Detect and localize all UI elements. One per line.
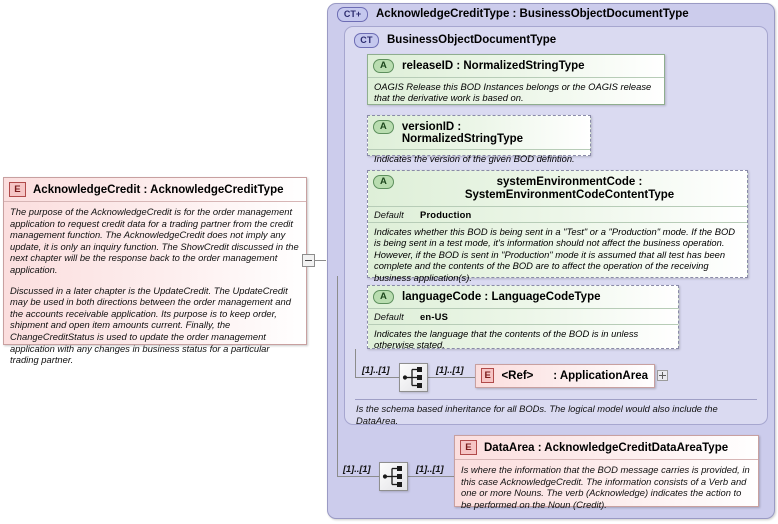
attribute-languagecode-documentation: Indicates the language that the contents of the BOD is in unless otherwise stated. [374, 328, 639, 351]
default-value: Production [420, 209, 472, 220]
connector-line-seq-vertical-top [355, 349, 356, 377]
sequence-connector-icon-bottom[interactable] [379, 462, 408, 491]
connector-line-seq-out-bottom [408, 476, 454, 477]
element-application-area[interactable] [475, 364, 655, 388]
attribute-languagecode-default-row [368, 309, 678, 325]
connector-line-seq-in-top [355, 377, 399, 378]
attribute-systemenvironmentcode-default-row [368, 207, 747, 223]
collapse-toggle-root[interactable] [302, 254, 315, 267]
data-area-title-row [455, 436, 758, 460]
complex-type-plus-badge-icon[interactable]: CT+ [337, 7, 368, 22]
attribute-badge-icon: A [373, 175, 394, 189]
data-area-documentation: Is where the information that the BOD message carries is provided, in this case AcknowledgeCredit. The information consists of a Verb and one or more Nouns. The verb (Acknowledge) indicates the action to be performed on the Noun (Credit). [461, 464, 750, 510]
attribute-releaseid[interactable] [367, 54, 665, 105]
attribute-systemenvironmentcode-title-row [368, 171, 747, 207]
attribute-versionid-documentation: Indicates the version of the given BOD defintion. [374, 153, 575, 164]
business-object-document-type-header [354, 31, 556, 49]
attribute-badge-icon: A [373, 59, 394, 73]
attribute-badge-icon: A [373, 120, 394, 134]
cardinality-application-area-left: [1]..[1] [362, 365, 390, 375]
attribute-releaseid-documentation: OAGIS Release this BOD Instances belongs or the OAGIS release that the derivative work is based on. [374, 81, 652, 104]
attribute-releaseid-title-row [368, 55, 664, 78]
element-badge-icon: E [9, 182, 26, 197]
attribute-versionid-title: versionID : NormalizedStringType [401, 121, 524, 145]
sequence-connector-icon-top[interactable] [399, 363, 428, 392]
data-area-title: DataArea : AcknowledgeCreditDataAreaType [484, 441, 729, 454]
sequence-glyph-icon [400, 364, 427, 391]
business-object-document-type-title: BusinessObjectDocumentType [387, 34, 557, 46]
acknowledge-credit-documentation [4, 202, 306, 371]
acknowledge-credit-element[interactable] [3, 177, 307, 366]
acknowledge-credit-type-header [337, 5, 689, 23]
sequence-glyph-icon [380, 463, 407, 490]
default-label: Default [374, 209, 404, 220]
attribute-systemenvironmentcode-title: systemEnvironmentCode : SystemEnvironmentCodeContentType [464, 176, 675, 201]
attribute-languagecode-title: languageCode : LanguageCodeType [402, 291, 601, 303]
attribute-systemenvironmentcode-documentation: Indicates whether this BOD is being sent in a "Test" or a "Production" mode. If the BOD is being sent in a test mode, it's information should not affect the business operation. However, if the BOD is sent in "Production" mode it is assumed that all test has been complete and the contents of the BOD are to affect the operation of the receiving business application(s). [374, 226, 736, 283]
connector-line-seq-out-top [428, 377, 475, 378]
element-badge-icon: E [481, 368, 494, 383]
acknowledge-credit-type-title: AcknowledgeCreditType : BusinessObjectDocumentType [376, 8, 689, 20]
expand-application-area-button[interactable] [657, 370, 668, 381]
connector-line-seq-vertical-bottom [337, 276, 338, 476]
attribute-badge-icon: A [373, 290, 394, 304]
acknowledge-credit-doc-paragraph-2: Discussed in a later chapter is the UpdateCredit. The UpdateCredit may be used in both directions between the order management and the accounts receivable application. Its purpose is to keep order, shipment and open item amounts current. Finally, the ChangeCreditStatus is used to update the order management application with any changes in business status for a particular trading partner. [10, 284, 291, 366]
acknowledge-credit-title-row [4, 178, 306, 202]
connector-line-seq-in-bottom [337, 476, 379, 477]
cardinality-data-area-left: [1]..[1] [343, 464, 371, 474]
cardinality-application-area-right: [1]..[1] [436, 365, 464, 375]
application-area-title-row [476, 365, 654, 386]
attribute-languagecode-title-row [368, 286, 678, 309]
attribute-releaseid-title: releaseID : NormalizedStringType [402, 60, 585, 72]
element-badge-icon: E [460, 440, 477, 455]
attribute-versionid[interactable] [367, 115, 591, 164]
business-object-document-type-annotation: Is the schema based inheritance for all BODs. The logical model would also include the DataArea. [355, 399, 757, 423]
attribute-systemenvironmentcode[interactable] [367, 170, 748, 283]
element-data-area[interactable] [454, 435, 759, 510]
application-area-ref-label: <Ref> [501, 369, 534, 382]
default-value: en-US [420, 311, 449, 322]
attribute-versionid-title-row [368, 116, 590, 150]
cardinality-data-area-right: [1]..[1] [416, 464, 444, 474]
acknowledge-credit-title: AcknowledgeCredit : AcknowledgeCreditType [33, 183, 284, 196]
default-label: Default [374, 311, 404, 322]
acknowledge-credit-doc-paragraph-1: The purpose of the AcknowledgeCredit is for the order management application to request credit data for a trading partner from the credit management function. The AcknowledgeCredit does not imply any update, it is only an inquiry function. The ShowCredit discussed in the next chapter will be the response back to the order management application. [10, 206, 299, 275]
application-area-title: : ApplicationArea [553, 369, 648, 382]
complex-type-badge-icon: CT [354, 33, 379, 48]
attribute-languagecode[interactable] [367, 285, 679, 349]
